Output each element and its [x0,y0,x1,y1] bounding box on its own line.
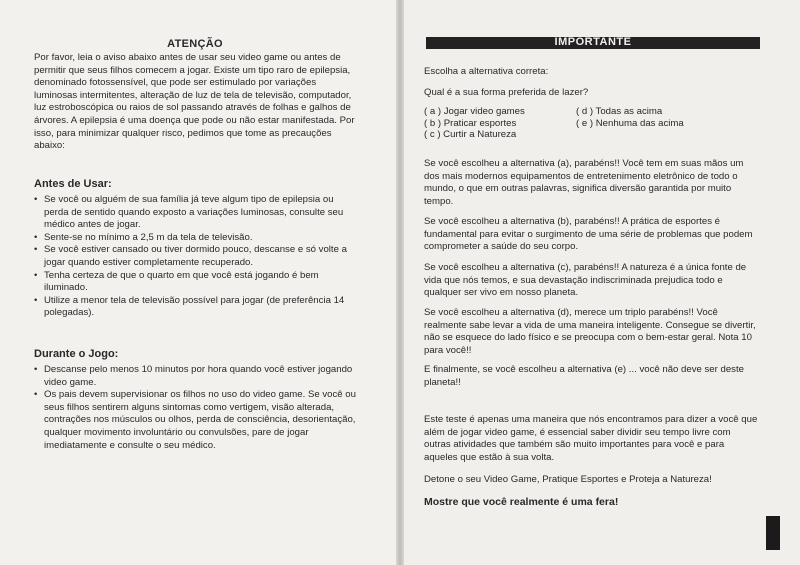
final-message: Mostre que você realmente é uma fera! [424,496,619,508]
list-item: • Se você estiver cansado ou tiver dormido pouco, descanse e só volte a jogar quando estiver completamente recuperado. [34,244,356,269]
option-a: ( a ) Jogar video games [424,106,525,117]
closing-paragraph: Este teste é apenas uma maneira que nós encontramos para dizer a você que além de jogar video game, é essencial saber dividir seu tempo livre com outras atividades que também são muito importantes para você e para aqueles que estão à sua volta. [424,414,758,463]
during-game-list [34,364,356,452]
page-number: 1 [766,516,767,517]
option-c: ( c ) Curtir a Natureza [424,129,517,141]
during-game-heading: Durante o Jogo: [34,348,119,360]
options-column-2 [576,106,684,129]
list-item: • Tenha certeza de que o quarto em que você está jogando é bem iluminado. [34,270,356,295]
atencao-title: ATENÇÃO [167,38,223,50]
slogan-text: Detone o seu Video Game, Pratique Esportes e Proteja a Natureza! [424,474,712,485]
answer-b-paragraph: Se você escolheu a alternativa (b), parabéns!! A prática de esportes é fundamental para evitar o surgimento de uma série de problemas que podem comprometer a saúde do seu corpo. [424,216,753,253]
options-column-1 [424,106,525,141]
list-item: • Sente-se no mínimo a 2,5 m da tela de televisão. [34,232,356,245]
answer-d-paragraph: Se você escolheu a alternativa (d), merece um triplo parabéns!! Você realmente sabe levar a vida de uma maneira inteligente. Consegue se divertir, não se esquece do lado físico e se preocupa com o bem-estar geral. Nota 10 para você!! [424,307,756,356]
list-item: • Se você ou alguém de sua família já teve algum tipo de epilepsia ou perda de sentido quando exposto a variações luminosas, consulte seu médico antes de jogar. [34,194,356,232]
book-gutter [396,0,404,565]
question-text: Qual é a sua forma preferida de lazer? [424,87,589,98]
before-use-heading: Antes de Usar: [34,178,112,190]
left-page [0,0,396,565]
option-b: ( b ) Praticar esportes [424,117,517,129]
option-e: ( e ) Nenhuma das acima [576,117,684,129]
answer-c-paragraph: Se você escolheu a alternativa (c), parabéns!! A natureza é a única fonte de vida que nós temos, e sua devastação indiscriminada prejudica todo e qualquer ser vivo em nosso planeta. [424,262,747,299]
list-item: • Utilize a menor tela de televisão possível para jogar (de preferência 14 polegadas). [34,295,356,320]
before-use-list [34,194,356,320]
intro-paragraph: Por favor, leia o aviso abaixo antes de usar seu video game ou antes de permitir que seus filhos comecem a jogar. Existe um tipo raro de epilepsia, denominado fotossensível, que pode ser estimulado por variações luminosas intermitentes, alteração de luz de tela de televisão, computador, luz estroboscópica ou raios de sol passando através de folhas e galhos de árvores. A epilepsia é uma doença que pode ou não estar manifestada. Por isso, para minimizar qualquer risco, pedimos que tome as precauções abaixo: [34,52,355,152]
answer-e-paragraph: E finalmente, se você escolheu a alternativa (e) ... você não deve ser deste planeta!! [424,364,744,388]
list-item: • Os pais devem supervisionar os filhos no uso do video game. Se você ou seus filhos sentirem alguns sintomas como vertigem, visão alterada, contrações nos músculos ou olhos, perda de consciência, desorientação, qualquer movimento involuntário ou convulsões, pare de jogar imediatamente e consulte o seu médico. [34,389,356,452]
list-item: • Descanse pelo menos 10 minutos por hora quando você estiver jogando video game. [34,364,356,389]
importante-banner [426,37,760,49]
answer-a-paragraph: Se você escolheu a alternativa (a), parabéns!! Você tem em suas mãos um dos mais modernos equipamentos de entretenimento eletrônico de todo o mundo, o que em outras palavras, significa diversão garantida por muito tempo. [424,158,744,207]
option-d: ( d ) Todas as acima [576,106,663,117]
banner-title: IMPORTANTE [554,36,632,48]
page-number-mark [766,516,780,550]
prompt-text: Escolha a alternativa correta: [424,66,549,77]
